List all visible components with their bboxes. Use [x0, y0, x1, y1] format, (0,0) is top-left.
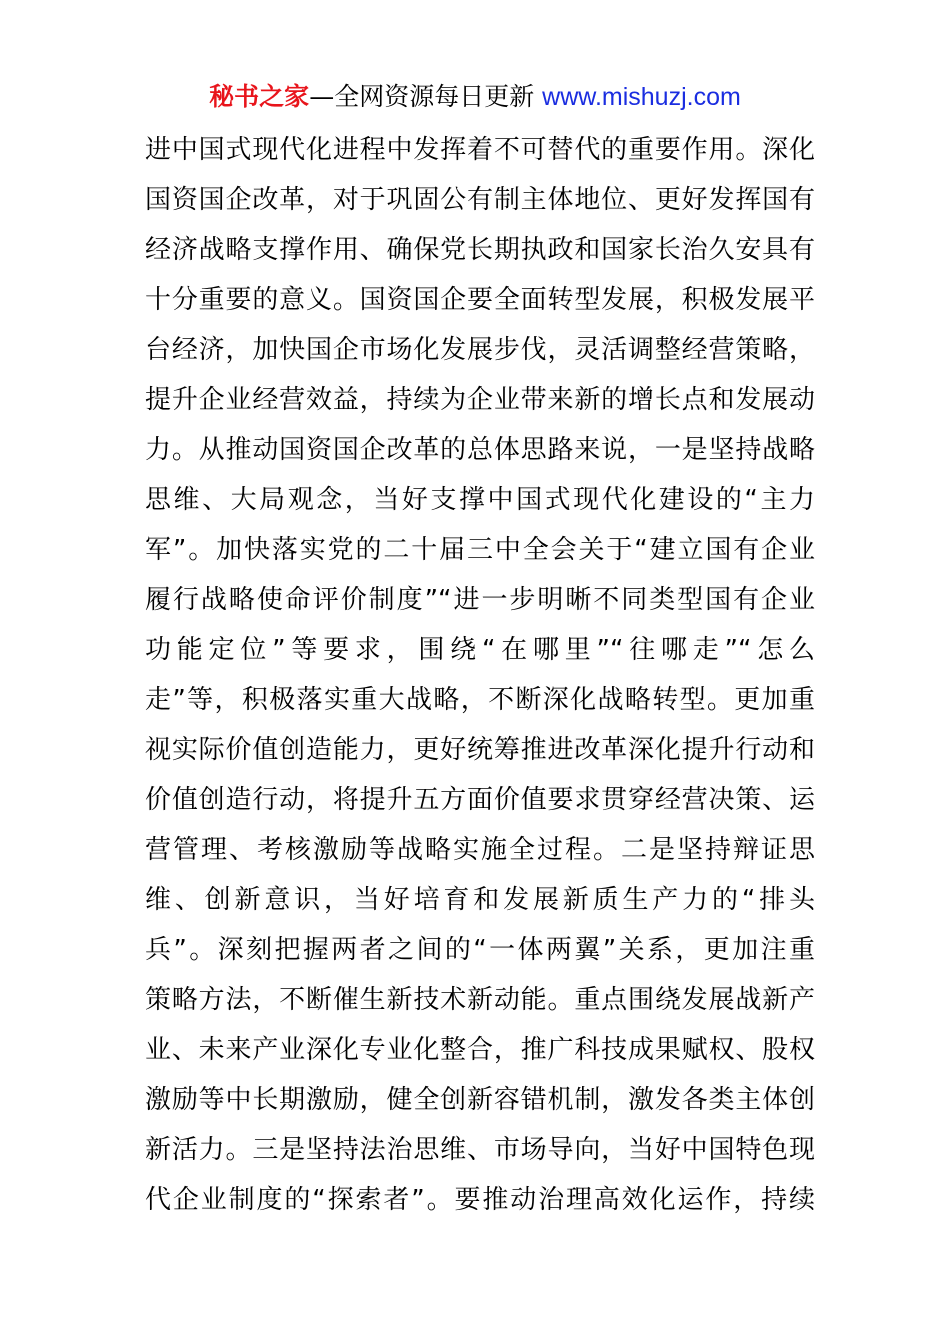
text-line: 进中国式现代化进程中发挥着不可替代的重要作用。深化 — [145, 135, 815, 165]
text-line: 维、创新意识，当好培育和发展新质生产力的“排头 — [145, 885, 815, 915]
text-line: 思维、大局观念，当好支撑中国式现代化建设的“主力 — [145, 485, 815, 515]
text-line: 策略方法，不断催生新技术新动能。重点围绕发展战新产 — [145, 985, 815, 1015]
text-line: 新活力。三是坚持法治思维、市场导向，当好中国特色现 — [145, 1135, 815, 1165]
text-line: 视实际价值创造能力，更好统筹推进改革深化提升行动和 — [145, 735, 815, 765]
text-line: 激励等中长期激励，健全创新容错机制，激发各类主体创 — [145, 1085, 815, 1115]
text-line: 十分重要的意义。国资国企要全面转型发展，积极发展平 — [145, 285, 815, 315]
text-line: 业、未来产业深化专业化整合，推广科技成果赋权、股权 — [145, 1035, 815, 1065]
text-line: 功能定位”等要求，围绕“在哪里”“往哪走”“怎么 — [145, 635, 815, 665]
text-line: 履行战略使命评价制度”“进一步明晰不同类型国有企业 — [145, 585, 815, 615]
text-line: 营管理、考核激励等战略实施全过程。二是坚持辩证思 — [145, 835, 815, 865]
text-line: 代企业制度的“探索者”。要推动治理高效化运作，持续 — [145, 1185, 815, 1215]
site-url-link[interactable]: www.mishuzj.com — [542, 83, 741, 111]
text-line: 力。从推动国资国企改革的总体思路来说，一是坚持战略 — [145, 435, 815, 465]
text-line: 价值创造行动，将提升五方面价值要求贯穿经营决策、运 — [145, 785, 815, 815]
text-line: 经济战略支撑作用、确保党长期执政和国家长治久安具有 — [145, 235, 815, 265]
document-body — [145, 125, 815, 1225]
text-line: 国资国企改革，对于巩固公有制主体地位、更好发挥国有 — [145, 185, 815, 215]
text-line: 兵”。深刻把握两者之间的“一体两翼”关系，更加注重 — [145, 935, 815, 965]
text-line: 提升企业经营效益，持续为企业带来新的增长点和发展动 — [145, 385, 815, 415]
text-line: 台经济，加快国企市场化发展步伐，灵活调整经营策略， — [145, 335, 815, 365]
text-line: 走”等，积极落实重大战略，不断深化战略转型。更加重 — [145, 685, 815, 715]
brand-name: 秘书之家 — [209, 82, 310, 111]
header-tagline: —全网资源每日更新 — [309, 82, 535, 111]
page-header — [0, 80, 950, 114]
text-line: 军”。加快落实党的二十届三中全会关于“建立国有企业 — [145, 535, 815, 565]
